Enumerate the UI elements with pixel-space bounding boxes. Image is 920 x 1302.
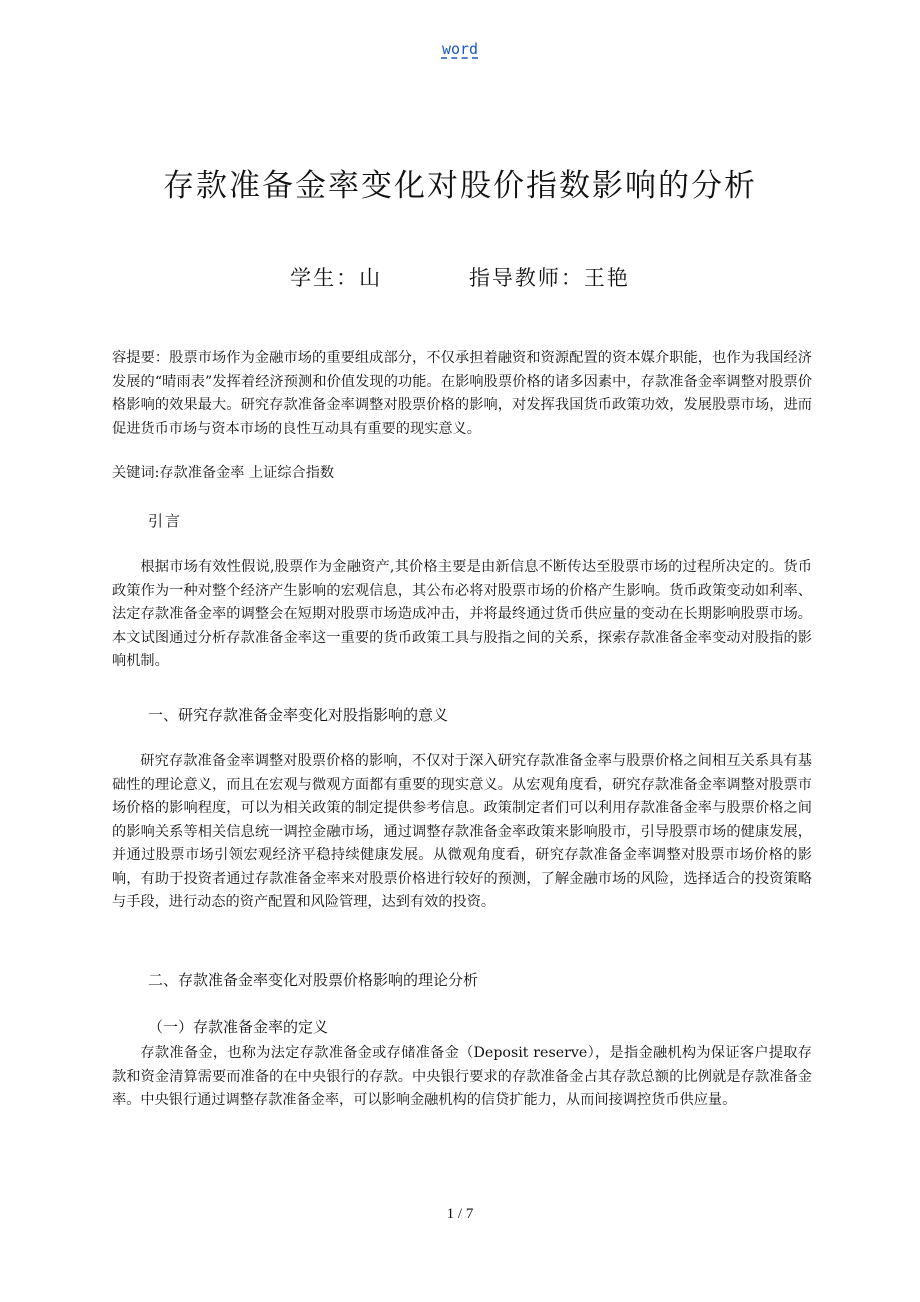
page-number: 1 / 7 <box>446 1206 474 1222</box>
section-heading-intro: 引言 <box>148 512 183 530</box>
section-heading-theory: 二、存款准备金率变化对股票价格影响的理论分析 <box>148 971 479 989</box>
document-title: 存款准备金率变化对股价指数影响的分析 <box>163 168 757 204</box>
definition-paragraph: 存款准备金，也称为法定存款准备金或存储准备金（Deposit reserve），是指金融机构为保证客户提取存款和资金清算需要而准备的在中央银行的存款。中央银行要求的存款准备金占其存款总额的比例就是存款准备金率。中央银行通过调整存款准备金率，可以影响金融机构的信贷扩能力，从而间接调控货币供应量。 <box>112 1045 812 1108</box>
keywords-line: 关键词:存款准备金率 上证综合指数 <box>112 465 335 481</box>
subsection-heading-definition: （一）存款准备金率的定义 <box>148 1018 329 1036</box>
section-heading-meaning: 一、研究存款准备金率变化对股指影响的意义 <box>148 706 449 724</box>
header-word-link[interactable]: word <box>441 40 479 58</box>
intro-paragraph: 根据市场有效性假说,股票作为金融资产,其价格主要是由新信息不断传达至股票市场的过程所决定的。货币政策作为一种对整个经济产生影响的宏观信息，其公布必将对股票市场的价格产生影响。货币政策变动如利率、法定存款准备金率的调整会在短期对股票市场造成冲击，并将最终通过货币供应量的变动在长期影响股票市场。本文试图通过分析存款准备金率这一重要的货币政策工具与股指之间的关系，探索存款准备金率变动对股指的影响机制。 <box>112 559 812 669</box>
author-byline: 学生：山 指导教师：王艳 <box>290 266 630 290</box>
abstract-paragraph: 容提要：股票市场作为金融市场的重要组成部分，不仅承担着融资和资源配置的资本媒介职能，也作为我国经济发展的“晴雨表”发挥着经济预测和价值发现的功能。在影响股票价格的诸多因素中，存款准备金率调整对股票价格影响的效果最大。研究存款准备金率调整对股票价格的影响，对发挥我国货币政策功效，发展股票市场，进而促进货币市场与资本市场的良性互动具有重要的现实意义。 <box>112 350 812 437</box>
meaning-paragraph: 研究存款准备金率调整对股票价格的影响，不仅对于深入研究存款准备金率与股票价格之间相互关系具有基础性的理论意义，而且在宏观与微观方面都有重要的现实意义。从宏观角度看，研究存款准备金率调整对股票市场价格的影响程度，可以为相关政策的制定提供参考信息。政策制定者们可以利用存款准备金率与股票价格之间的影响关系等相关信息统一调控金融市场，通过调整存款准备金率政策来影响股市，引导股票市场的健康发展，并通过股票市场引领宏观经济平稳持续健康发展。从微观角度看，研究存款准备金率调整对股票市场价格的影响，有助于投资者通过存款准备金率来对股票价格进行较好的预测，了解金融市场的风险，选择适合的投资策略与手段，进行动态的资产配置和风险管理，达到有效的投资。 <box>112 753 812 910</box>
